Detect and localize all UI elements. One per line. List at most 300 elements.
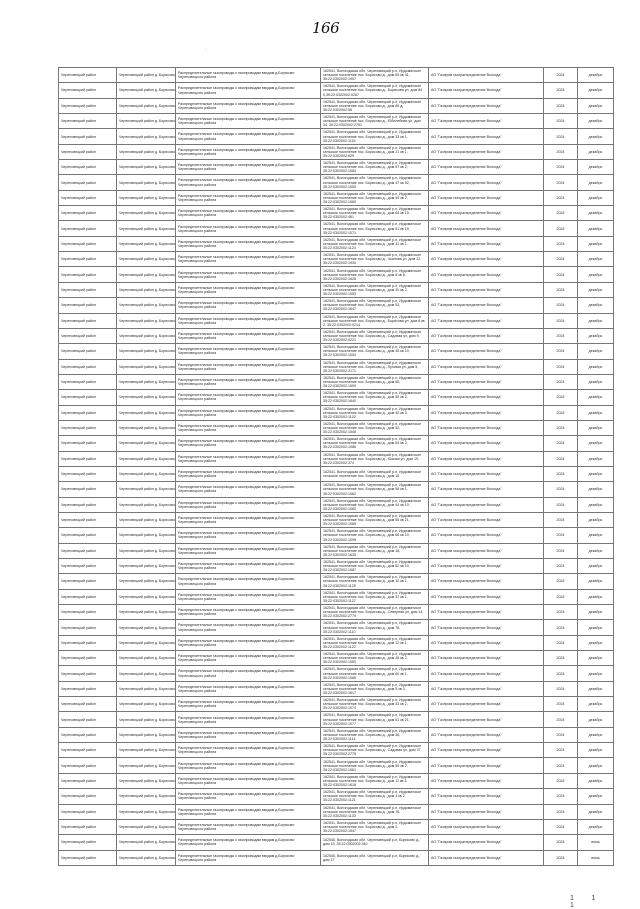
address-cell: 162541, Вологодская обл. Череповецкий р-н, Ирдоматское сельское поселение пос. Борисово д., дом 64 кв 15, 35:22:0302002:461 xyxy=(321,206,429,221)
object-cell: Распределительные газопроводы к газопроводам вводам д.Борисово Череповецкого района xyxy=(176,681,321,696)
month-cell: декабрь xyxy=(578,743,614,758)
district-cell: Череповецкий район xyxy=(59,543,117,558)
table-row xyxy=(59,436,614,451)
table-row xyxy=(59,114,614,129)
operator-cell: АО "Газпром газораспределение Вологда" xyxy=(429,466,544,481)
district-cell: Череповецкий район xyxy=(59,420,117,435)
object-cell: Распределительные газопроводы к газопроводам вводам д.Борисово Череповецкого района xyxy=(176,190,321,205)
year-cell: 2024 xyxy=(544,589,578,604)
operator-cell: АО "Газпром газораспределение Вологда" xyxy=(429,175,544,190)
month-cell: декабрь xyxy=(578,405,614,420)
address-cell: 162541, Вологодская обл. Череповецкий р-н, Ирдоматское сельское поселение пос. Борисово д., Садовая ул, дом 9, 35:22:0302002:0221 xyxy=(321,328,429,343)
address-cell: 162541, Вологодская обл. Череповецкий р-н, Ирдоматское сельское поселение пос. Борисово д., дом 49 кв 2, 35:22:0302002:1060 xyxy=(321,190,429,205)
operator-cell: АО "Газпром газораспределение Вологда" xyxy=(429,512,544,527)
address-cell: 162541, Вологодская обл. Череповецкий р-н, Ирдоматское сельское поселение пос. Борисово д., дом 60 кв 1, 35:22:0302002:1066 xyxy=(321,666,429,681)
operator-cell: АО "Газпром газораспределение Вологда" xyxy=(429,743,544,758)
object-cell: Распределительные газопроводы к газопроводам вводам д.Борисово Череповецкого района xyxy=(176,328,321,343)
settlement-cell: Череповецкий район д. Борисово xyxy=(117,727,176,742)
settlement-cell: Череповецкий район д. Борисово xyxy=(117,236,176,251)
operator-cell: АО "Газпром газораспределение Вологда" xyxy=(429,144,544,159)
operator-cell: АО "Газпром газораспределение Вологда" xyxy=(429,589,544,604)
address-cell: 162541, Вологодская обл. Череповецкий р-н, Ирдоматское сельское поселение пос. Борисово д., дом 66 кв 10, 35:22:0302002:1095 xyxy=(321,528,429,543)
settlement-cell: Череповецкий район д. Борисово xyxy=(117,850,176,865)
operator-cell: АО "Газпром газораспределение Вологда" xyxy=(429,543,544,558)
year-cell: 2024 xyxy=(544,282,578,297)
address-cell: 162541, Вологодская обл. Череповецкий р-н, Ирдоматское сельское поселение пос. Борисово д., дом 78, 35:22:0302002:1110 xyxy=(321,620,429,635)
table-row xyxy=(59,328,614,343)
year-cell: 2024 xyxy=(544,528,578,543)
year-cell: 2024 xyxy=(544,681,578,696)
address-cell: 162541, Вологодская обл. Череповецкий р-н, Ирдоматское сельское поселение пос. Борисово д., Борисова ул, дом 84 0,35:22:0302002:0267 xyxy=(321,83,429,98)
address-cell: 162541, Вологодская обл. Череповецкий р-н, Ирдоматское сельское поселение пос. Борисово д., дом 61 кв 21, 35:22:0302002:1077 xyxy=(321,712,429,727)
operator-cell: АО "Газпром газораспределение Вологда" xyxy=(429,359,544,374)
settlement-cell: Череповецкий район д. Борисово xyxy=(117,298,176,313)
object-cell: Распределительные газопроводы к газопроводам вводам д.Борисово Череповецкого района xyxy=(176,804,321,819)
year-cell: 2024 xyxy=(544,635,578,650)
object-cell: Распределительные газопроводы к газопроводам вводам д.Борисово Череповецкого района xyxy=(176,129,321,144)
object-cell: Распределительные газопроводы к газопроводам вводам д.Борисово Череповецкого района xyxy=(176,819,321,834)
month-cell: декабрь xyxy=(578,697,614,712)
district-cell: Череповецкий район xyxy=(59,114,117,129)
year-cell: 2024 xyxy=(544,344,578,359)
table-row xyxy=(59,482,614,497)
year-cell: 2024 xyxy=(544,420,578,435)
table-row xyxy=(59,206,614,221)
month-cell: декабрь xyxy=(578,712,614,727)
month-cell: декабрь xyxy=(578,267,614,282)
month-cell: декабрь xyxy=(578,635,614,650)
year-cell: 2024 xyxy=(544,559,578,574)
object-cell: Распределительные газопроводы к газопроводам вводам д.Борисово Череповецкого района xyxy=(176,512,321,527)
district-cell: Череповецкий район xyxy=(59,359,117,374)
district-cell: Череповецкий район xyxy=(59,466,117,481)
table-row xyxy=(59,451,614,466)
table-row xyxy=(59,589,614,604)
address-cell: 162541, Вологодская обл. Череповецкий р-н, Ирдоматское сельское поселение пос. Борисово д., дом 88 д, 35:22:0302002:58 xyxy=(321,98,429,113)
year-cell: 2024 xyxy=(544,497,578,512)
year-cell: 2024 xyxy=(544,466,578,481)
address-cell: 162541, Вологодская обл. Череповецкий р-н, Ирдоматское сельское поселение пос. Борисово д., Юбилейная ул, дом 34, 35:22:0302002:2791 xyxy=(321,114,429,129)
month-cell: декабрь xyxy=(578,589,614,604)
year-cell: 2024 xyxy=(544,758,578,773)
settlement-cell: Череповецкий район д. Борисово xyxy=(117,605,176,620)
settlement-cell: Череповецкий район д. Борисово xyxy=(117,344,176,359)
month-cell: декабрь xyxy=(578,359,614,374)
table-row xyxy=(59,221,614,236)
district-cell: Череповецкий район xyxy=(59,282,117,297)
settlement-cell: Череповецкий район д. Борисово xyxy=(117,712,176,727)
table-row xyxy=(59,543,614,558)
object-cell: Распределительные газопроводы к газопроводам вводам д.Борисово Череповецкого района xyxy=(176,236,321,251)
address-cell: 162541, Вологодская обл. Череповецкий р-н, Ирдоматское сельское поселение пос. Борисово д., дом 54 кв 2, 35:22:0302002:1086 xyxy=(321,436,429,451)
table-row xyxy=(59,98,614,113)
month-cell: декабрь xyxy=(578,129,614,144)
district-cell: Череповецкий район xyxy=(59,727,117,742)
corner-marks: 11 1 xyxy=(570,895,614,909)
district-cell: Череповецкий район xyxy=(59,98,117,113)
operator-cell: АО "Газпром газораспределение Вологда" xyxy=(429,651,544,666)
object-cell: Распределительные газопроводы к газопроводам вводам д.Борисово Череповецкого района xyxy=(176,773,321,788)
object-cell: Распределительные газопроводы к газопроводам вводам д.Борисово Череповецкого района xyxy=(176,789,321,804)
object-cell: Распределительные газопроводы к газопроводам вводам д.Борисово Череповецкого района xyxy=(176,635,321,650)
month-cell: декабрь xyxy=(578,328,614,343)
month-cell: июнь xyxy=(578,850,614,865)
address-cell: 162541, Вологодская обл. Череповецкий р-н, Ирдоматское сельское поселение пос. Борисово д., дом 2, 35:22:0302002:1547 xyxy=(321,819,429,834)
address-cell: 162541, Вологодская обл. Череповецкий р-н, Ирдоматское сельское поселение пос. Борисово д., дом 40 кв 3, 35:22:0302002:1102 xyxy=(321,405,429,420)
address-cell: 162541, Вологодская обл. Череповецкий р-н, Ирдоматское сельское поселение пос. Борисово д., дом 47 кв 52, 35:22:0302002:1055 xyxy=(321,175,429,190)
year-cell: 2024 xyxy=(544,160,578,175)
settlement-cell: Череповецкий район д. Борисово xyxy=(117,819,176,834)
year-cell: 2024 xyxy=(544,298,578,313)
year-cell: 2024 xyxy=(544,328,578,343)
year-cell: 2024 xyxy=(544,850,578,865)
object-cell: Распределительные газопроводы к газопроводам вводам д.Борисово Череповецкого района xyxy=(176,589,321,604)
settlement-cell: Череповецкий район д. Борисово xyxy=(117,697,176,712)
district-cell: Череповецкий район xyxy=(59,313,117,328)
district-cell: Череповецкий район xyxy=(59,819,117,834)
operator-cell: АО "Газпром газораспределение Вологда" xyxy=(429,221,544,236)
settlement-cell: Череповецкий район д. Борисово xyxy=(117,98,176,113)
address-cell: 162541, Вологодская обл. Череповецкий р-н, Ирдоматское сельское поселение пос. Борисово д., дом 62 кв 10, 35:22:0302002:1087 xyxy=(321,559,429,574)
operator-cell: АО "Газпром газораспределение Вологда" xyxy=(429,697,544,712)
operator-cell: АО "Газпром газораспределение Вологда" xyxy=(429,114,544,129)
settlement-cell: Череповецкий район д. Борисово xyxy=(117,681,176,696)
settlement-cell: Череповецкий район д. Борисово xyxy=(117,114,176,129)
table-row xyxy=(59,651,614,666)
district-cell: Череповецкий район xyxy=(59,252,117,267)
month-cell: декабрь xyxy=(578,758,614,773)
settlement-cell: Череповецкий район д. Борисово xyxy=(117,789,176,804)
year-cell: 2024 xyxy=(544,190,578,205)
table-row xyxy=(59,390,614,405)
settlement-cell: Череповецкий район д. Борисово xyxy=(117,129,176,144)
operator-cell: АО "Газпром газораспределение Вологда" xyxy=(429,282,544,297)
operator-cell: АО "Газпром газораспределение Вологда" xyxy=(429,789,544,804)
month-cell: декабрь xyxy=(578,282,614,297)
settlement-cell: Череповецкий район д. Борисово xyxy=(117,144,176,159)
table-row xyxy=(59,635,614,650)
settlement-cell: Череповецкий район д. Борисово xyxy=(117,83,176,98)
object-cell: Распределительные газопроводы к газопроводам вводам д.Борисово Череповецкого района xyxy=(176,727,321,742)
settlement-cell: Череповецкий район д. Борисово xyxy=(117,635,176,650)
address-cell: 162541, Вологодская обл. Череповецкий р-н, Ирдоматское сельское поселение пос. Борисово д., дом 31 кв 1, 35:22:0302002:1124 xyxy=(321,236,429,251)
operator-cell: АО "Газпром газораспределение Вологда" xyxy=(429,482,544,497)
object-cell: Распределительные газопроводы к газопроводам вводам д.Борисово Череповецкого района xyxy=(176,559,321,574)
register-table-body xyxy=(59,68,614,866)
month-cell: декабрь xyxy=(578,512,614,527)
settlement-cell: Череповецкий район д. Борисово xyxy=(117,804,176,819)
settlement-cell: Череповецкий район д. Борисово xyxy=(117,743,176,758)
district-cell: Череповецкий район xyxy=(59,850,117,865)
month-cell: декабрь xyxy=(578,666,614,681)
address-cell: 162541, Вологодская обл. Череповецкий р-н, Ирдоматское сельское поселение пос. Борисово д., дом 10 кв 1, 35:22:0302002:1125 xyxy=(321,574,429,589)
table-row xyxy=(59,359,614,374)
district-cell: Череповецкий район xyxy=(59,512,117,527)
settlement-cell: Череповецкий район д. Борисово xyxy=(117,589,176,604)
object-cell: Распределительные газопроводы к газопроводам вводам д.Борисово Череповецкого района xyxy=(176,451,321,466)
operator-cell: АО "Газпром газораспределение Вологда" xyxy=(429,835,544,850)
year-cell: 2024 xyxy=(544,221,578,236)
month-cell: декабрь xyxy=(578,528,614,543)
month-cell: декабрь xyxy=(578,789,614,804)
month-cell: декабрь xyxy=(578,681,614,696)
year-cell: 2024 xyxy=(544,252,578,267)
address-cell: 162541, Вологодская обл. Череповецкий р-н, Ирдоматское сельское поселение пос. Борисово д., дом 56 кв 21, 35:22:0302002:1085 xyxy=(321,512,429,527)
table-row xyxy=(59,574,614,589)
operator-cell: АО "Газпром газораспределение Вологда" xyxy=(429,236,544,251)
settlement-cell: Череповецкий район д. Борисово xyxy=(117,420,176,435)
month-cell: декабрь xyxy=(578,466,614,481)
year-cell: 2024 xyxy=(544,129,578,144)
operator-cell: АО "Газпром газораспределение Вологда" xyxy=(429,374,544,389)
district-cell: Череповецкий район xyxy=(59,328,117,343)
month-cell: декабрь xyxy=(578,114,614,129)
settlement-cell: Череповецкий район д. Борисово xyxy=(117,436,176,451)
object-cell: Распределительные газопроводы к газопроводам вводам д.Борисово Череповецкого района xyxy=(176,651,321,666)
object-cell: Распределительные газопроводы к газопроводам вводам д.Борисово Череповецкого района xyxy=(176,543,321,558)
settlement-cell: Череповецкий район д. Борисово xyxy=(117,313,176,328)
operator-cell: АО "Газпром газораспределение Вологда" xyxy=(429,773,544,788)
object-cell: Распределительные газопроводы к газопроводам вводам д.Борисово Череповецкого района xyxy=(176,835,321,850)
object-cell: Распределительные газопроводы к газопроводам вводам д.Борисово Череповецкого района xyxy=(176,574,321,589)
district-cell: Череповецкий район xyxy=(59,712,117,727)
year-cell: 2024 xyxy=(544,374,578,389)
month-cell: декабрь xyxy=(578,620,614,635)
district-cell: Череповецкий район xyxy=(59,374,117,389)
month-cell: декабрь xyxy=(578,543,614,558)
year-cell: 2024 xyxy=(544,236,578,251)
district-cell: Череповецкий район xyxy=(59,743,117,758)
district-cell: Череповецкий район xyxy=(59,666,117,681)
district-cell: Череповецкий район xyxy=(59,436,117,451)
object-cell: Распределительные газопроводы к газопроводам вводам д.Борисово Череповецкого района xyxy=(176,114,321,129)
table-row xyxy=(59,175,614,190)
object-cell: Распределительные газопроводы к газопроводам вводам д.Борисово Череповецкого района xyxy=(176,344,321,359)
table-row xyxy=(59,129,614,144)
object-cell: Распределительные газопроводы к газопроводам вводам д.Борисово Череповецкого района xyxy=(176,620,321,635)
district-cell: Череповецкий район xyxy=(59,697,117,712)
settlement-cell: Череповецкий район д. Борисово xyxy=(117,482,176,497)
object-cell: Распределительные газопроводы к газопроводам вводам д.Борисово Череповецкого района xyxy=(176,252,321,267)
operator-cell: АО "Газпром газораспределение Вологда" xyxy=(429,727,544,742)
settlement-cell: Череповецкий район д. Борисово xyxy=(117,451,176,466)
month-cell: декабрь xyxy=(578,298,614,313)
district-cell: Череповецкий район xyxy=(59,144,117,159)
settlement-cell: Череповецкий район д. Борисово xyxy=(117,666,176,681)
settlement-cell: Череповецкий район д. Борисово xyxy=(117,68,176,83)
year-cell: 2024 xyxy=(544,436,578,451)
table-row xyxy=(59,83,614,98)
object-cell: Распределительные газопроводы к газопроводам вводам д.Борисово Череповецкого района xyxy=(176,175,321,190)
month-cell: декабрь xyxy=(578,574,614,589)
district-cell: Череповецкий район xyxy=(59,267,117,282)
table-row xyxy=(59,605,614,620)
object-cell: Распределительные газопроводы к газопроводам вводам д.Борисово Череповецкого района xyxy=(176,405,321,420)
object-cell: Распределительные газопроводы к газопроводам вводам д.Борисово Череповецкого района xyxy=(176,436,321,451)
operator-cell: АО "Газпром газораспределение Вологда" xyxy=(429,298,544,313)
operator-cell: АО "Газпром газораспределение Вологда" xyxy=(429,313,544,328)
settlement-cell: Череповецкий район д. Борисово xyxy=(117,282,176,297)
register-table xyxy=(58,67,614,866)
settlement-cell: Череповецкий район д. Борисово xyxy=(117,328,176,343)
year-cell: 2024 xyxy=(544,98,578,113)
address-cell: 162541, Вологодская обл. Череповецкий р-н, Ирдоматское сельское поселение пос. Борисово д., дом 43 кв 2, 35:22:0302002:1074 xyxy=(321,697,429,712)
address-cell: 162541, Вологодская обл. Череповецкий р-н, Ирдоматское сельское поселение пос. Борисово д., дом 18, 35:22:0302002:1635 xyxy=(321,543,429,558)
object-cell: Распределительные газопроводы к газопроводам вводам д.Борисово Череповецкого района xyxy=(176,420,321,435)
object-cell: Распределительные газопроводы к газопроводам вводам д.Борисово Череповецкого района xyxy=(176,206,321,221)
operator-cell: АО "Газпром газораспределение Вологда" xyxy=(429,451,544,466)
district-cell: Череповецкий район xyxy=(59,68,117,83)
year-cell: 2024 xyxy=(544,804,578,819)
address-cell: 162541, Вологодская обл. Череповецкий р-н, Ирдоматское сельское поселение пос. Борисово д., дом 5 кв 3, 35:22:0302002:1617 xyxy=(321,681,429,696)
object-cell: Распределительные газопроводы к газопроводам вводам д.Борисово Череповецкого района xyxy=(176,160,321,175)
month-cell: декабрь xyxy=(578,559,614,574)
operator-cell: АО "Газпром газораспределение Вологда" xyxy=(429,328,544,343)
object-cell: Распределительные газопроводы к газопроводам вводам д.Борисово Череповецкого района xyxy=(176,497,321,512)
table-row xyxy=(59,144,614,159)
object-cell: Распределительные газопроводы к газопроводам вводам д.Борисово Череповецкого района xyxy=(176,390,321,405)
address-cell: 162541, Вологодская обл. Череповецкий р-н, Ирдоматское сельское поселение пос. Борисово д., Луговая ул, дом 5, 35:22:0302002:2171 xyxy=(321,359,429,374)
operator-cell: АО "Газпром газораспределение Вологда" xyxy=(429,206,544,221)
year-cell: 2024 xyxy=(544,773,578,788)
table-row xyxy=(59,236,614,251)
address-cell: 162541, Вологодская обл. Череповецкий р-н, Ирдоматское сельское поселение пос. Борисово д., дом 21 кв 1, 35:22:0302002:629 xyxy=(321,144,429,159)
district-cell: Череповецкий район xyxy=(59,175,117,190)
district-cell: Череповецкий район xyxy=(59,206,117,221)
operator-cell: АО "Газпром газораспределение Вологда" xyxy=(429,160,544,175)
year-cell: 2024 xyxy=(544,727,578,742)
table-row xyxy=(59,68,614,83)
address-cell: 162541, Вологодская обл. Череповецкий р-н, Ирдоматское сельское поселение пос. Борисово д., дом 76, 35:22:0302002:1130 xyxy=(321,804,429,819)
month-cell: декабрь xyxy=(578,804,614,819)
address-cell: 162541, Вологодская обл. Череповецкий р-н, Ирдоматское сельское поселение пос. Борисово д., Садовая ул, дом 37, 35:22:0302002:2775 xyxy=(321,743,429,758)
table-row xyxy=(59,666,614,681)
address-cell: 162541, Вологодская обл. Череповецкий р-н, Ирдоматское сельское поселение пос. Борисово д., дом 44 кв 10, 35:22:0302002:1082 xyxy=(321,497,429,512)
year-cell: 2024 xyxy=(544,819,578,834)
address-cell: 162541, Вологодская обл. Череповецкий р-н, Ирдоматское сельское поселение пос. Борисово д., дом 30 кв 2, 35:22:0302002:1053 xyxy=(321,282,429,297)
settlement-cell: Череповецкий район д. Борисово xyxy=(117,267,176,282)
page-number: 166 xyxy=(312,19,340,37)
object-cell: Распределительные газопроводы к газопроводам вводам д.Борисово Череповецкого района xyxy=(176,697,321,712)
object-cell: Распределительные газопроводы к газопроводам вводам д.Борисово Череповецкого района xyxy=(176,758,321,773)
object-cell: Распределительные газопроводы к газопроводам вводам д.Борисово Череповецкого района xyxy=(176,83,321,98)
year-cell: 2024 xyxy=(544,175,578,190)
year-cell: 2024 xyxy=(544,405,578,420)
settlement-cell: Череповецкий район д. Борисово xyxy=(117,160,176,175)
operator-cell: АО "Газпром газораспределение Вологда" xyxy=(429,605,544,620)
address-cell: 162541, Вологодская обл. Череповецкий р-н, Ирдоматское сельское поселение пос. Борисово д., Борисова ул, дом 8 кв 2, 35:22:0302002:0214 xyxy=(321,313,429,328)
operator-cell: АО "Газпром газораспределение Вологда" xyxy=(429,850,544,865)
object-cell: Распределительные газопроводы к газопроводам вводам д.Борисово Череповецкого района xyxy=(176,605,321,620)
operator-cell: АО "Газпром газораспределение Вологда" xyxy=(429,98,544,113)
operator-cell: АО "Газпром газораспределение Вологда" xyxy=(429,129,544,144)
settlement-cell: Череповецкий район д. Борисово xyxy=(117,175,176,190)
object-cell: Распределительные газопроводы к газопроводам вводам д.Борисово Череповецкого района xyxy=(176,850,321,865)
year-cell: 2024 xyxy=(544,451,578,466)
object-cell: Распределительные газопроводы к газопроводам вводам д.Борисово Череповецкого района xyxy=(176,743,321,758)
district-cell: Череповецкий район xyxy=(59,236,117,251)
settlement-cell: Череповецкий район д. Борисово xyxy=(117,512,176,527)
district-cell: Череповецкий район xyxy=(59,681,117,696)
object-cell: Распределительные газопроводы к газопроводам вводам д.Борисово Череповецкого района xyxy=(176,712,321,727)
month-cell: декабрь xyxy=(578,160,614,175)
object-cell: Распределительные газопроводы к газопроводам вводам д.Борисово Череповецкого района xyxy=(176,144,321,159)
address-cell: 162541, Вологодская обл. Череповецкий р-н, Ирдоматское сельское поселение пос. Борисово д., дом 51 кв 19, 35:22:0302002:1071 xyxy=(321,221,429,236)
table-row xyxy=(59,466,614,481)
month-cell: декабрь xyxy=(578,390,614,405)
month-cell: декабрь xyxy=(578,206,614,221)
operator-cell: АО "Газпром газораспределение Вологда" xyxy=(429,190,544,205)
month-cell: декабрь xyxy=(578,313,614,328)
address-cell: 162541, Вологодская обл. Череповецкий р-н, Ирдоматское сельское поселение пос. Борисово д., дом 58 кв 1, 35:22:0302002:1062 xyxy=(321,482,429,497)
address-cell: 162541, Вологодская обл. Череповецкий р-н, Ирдоматское сельское поселение пос. Борисово д., дом 8 кв 8, 35:22:0302002:1628 xyxy=(321,267,429,282)
object-cell: Распределительные газопроводы к газопроводам вводам д.Борисово Череповецкого района xyxy=(176,282,321,297)
table-row xyxy=(59,773,614,788)
operator-cell: АО "Газпром газораспределение Вологда" xyxy=(429,436,544,451)
district-cell: Череповецкий район xyxy=(59,344,117,359)
year-cell: 2024 xyxy=(544,482,578,497)
address-cell: 162541, Вологодская обл. Череповецкий р-н, Ирдоматское сельское поселение пос. Борисово д., дом 65, 35:22:0302002:1590 xyxy=(321,374,429,389)
month-cell: декабрь xyxy=(578,98,614,113)
district-cell: Череповецкий район xyxy=(59,129,117,144)
object-cell: Распределительные газопроводы к газопроводам вводам д.Борисово Череповецкого района xyxy=(176,98,321,113)
district-cell: Череповецкий район xyxy=(59,635,117,650)
table-row xyxy=(59,681,614,696)
settlement-cell: Череповецкий район д. Борисово xyxy=(117,466,176,481)
table-row xyxy=(59,282,614,297)
address-cell: 162541, Вологодская обл. Череповецкий р-н, Ирдоматское сельское поселение пос. Борисово д., дом 36, 35:22:0302002:1114 xyxy=(321,727,429,742)
operator-cell: АО "Газпром газораспределение Вологда" xyxy=(429,420,544,435)
table-row xyxy=(59,743,614,758)
object-cell: Распределительные газопроводы к газопроводам вводам д.Борисово Череповецкого района xyxy=(176,666,321,681)
year-cell: 2024 xyxy=(544,712,578,727)
settlement-cell: Череповецкий район д. Борисово xyxy=(117,221,176,236)
district-cell: Череповецкий район xyxy=(59,83,117,98)
table-row xyxy=(59,559,614,574)
month-cell: декабрь xyxy=(578,482,614,497)
address-cell: 162545, Вологодская обл. Череповецкий р-н, Борисово д., дом 15, 35:22:0302002:340 xyxy=(321,835,429,850)
year-cell: 2024 xyxy=(544,574,578,589)
object-cell: Распределительные газопроводы к газопроводам вводам д.Борисово Череповецкого района xyxy=(176,374,321,389)
object-cell: Распределительные газопроводы к газопроводам вводам д.Борисово Череповецкого района xyxy=(176,313,321,328)
year-cell: 2024 xyxy=(544,697,578,712)
table-row xyxy=(59,727,614,742)
month-cell: декабрь xyxy=(578,252,614,267)
district-cell: Череповецкий район xyxy=(59,221,117,236)
district-cell: Череповецкий район xyxy=(59,605,117,620)
year-cell: 2024 xyxy=(544,835,578,850)
month-cell: декабрь xyxy=(578,175,614,190)
year-cell: 2024 xyxy=(544,68,578,83)
address-cell: 162541, Вологодская обл. Череповецкий р-н, Ирдоматское сельское поселение пос. Борисово д., дом 53, 35:22:0302002:1647 xyxy=(321,298,429,313)
year-cell: 2024 xyxy=(544,620,578,635)
operator-cell: АО "Газпром газораспределение Вологда" xyxy=(429,712,544,727)
year-cell: 2024 xyxy=(544,543,578,558)
table-row xyxy=(59,160,614,175)
district-cell: Череповецкий район xyxy=(59,651,117,666)
table-row xyxy=(59,405,614,420)
table-row xyxy=(59,850,614,865)
operator-cell: АО "Газпром газораспределение Вологда" xyxy=(429,819,544,834)
month-cell: декабрь xyxy=(578,374,614,389)
year-cell: 2024 xyxy=(544,789,578,804)
table-row xyxy=(59,804,614,819)
month-cell: декабрь xyxy=(578,190,614,205)
settlement-cell: Череповецкий район д. Борисово xyxy=(117,835,176,850)
district-cell: Череповецкий район xyxy=(59,773,117,788)
address-cell: 162545, Вологодская обл. Череповецкий р-н, Борисово д., дом 17 xyxy=(321,850,429,865)
district-cell: Череповецкий район xyxy=(59,190,117,205)
